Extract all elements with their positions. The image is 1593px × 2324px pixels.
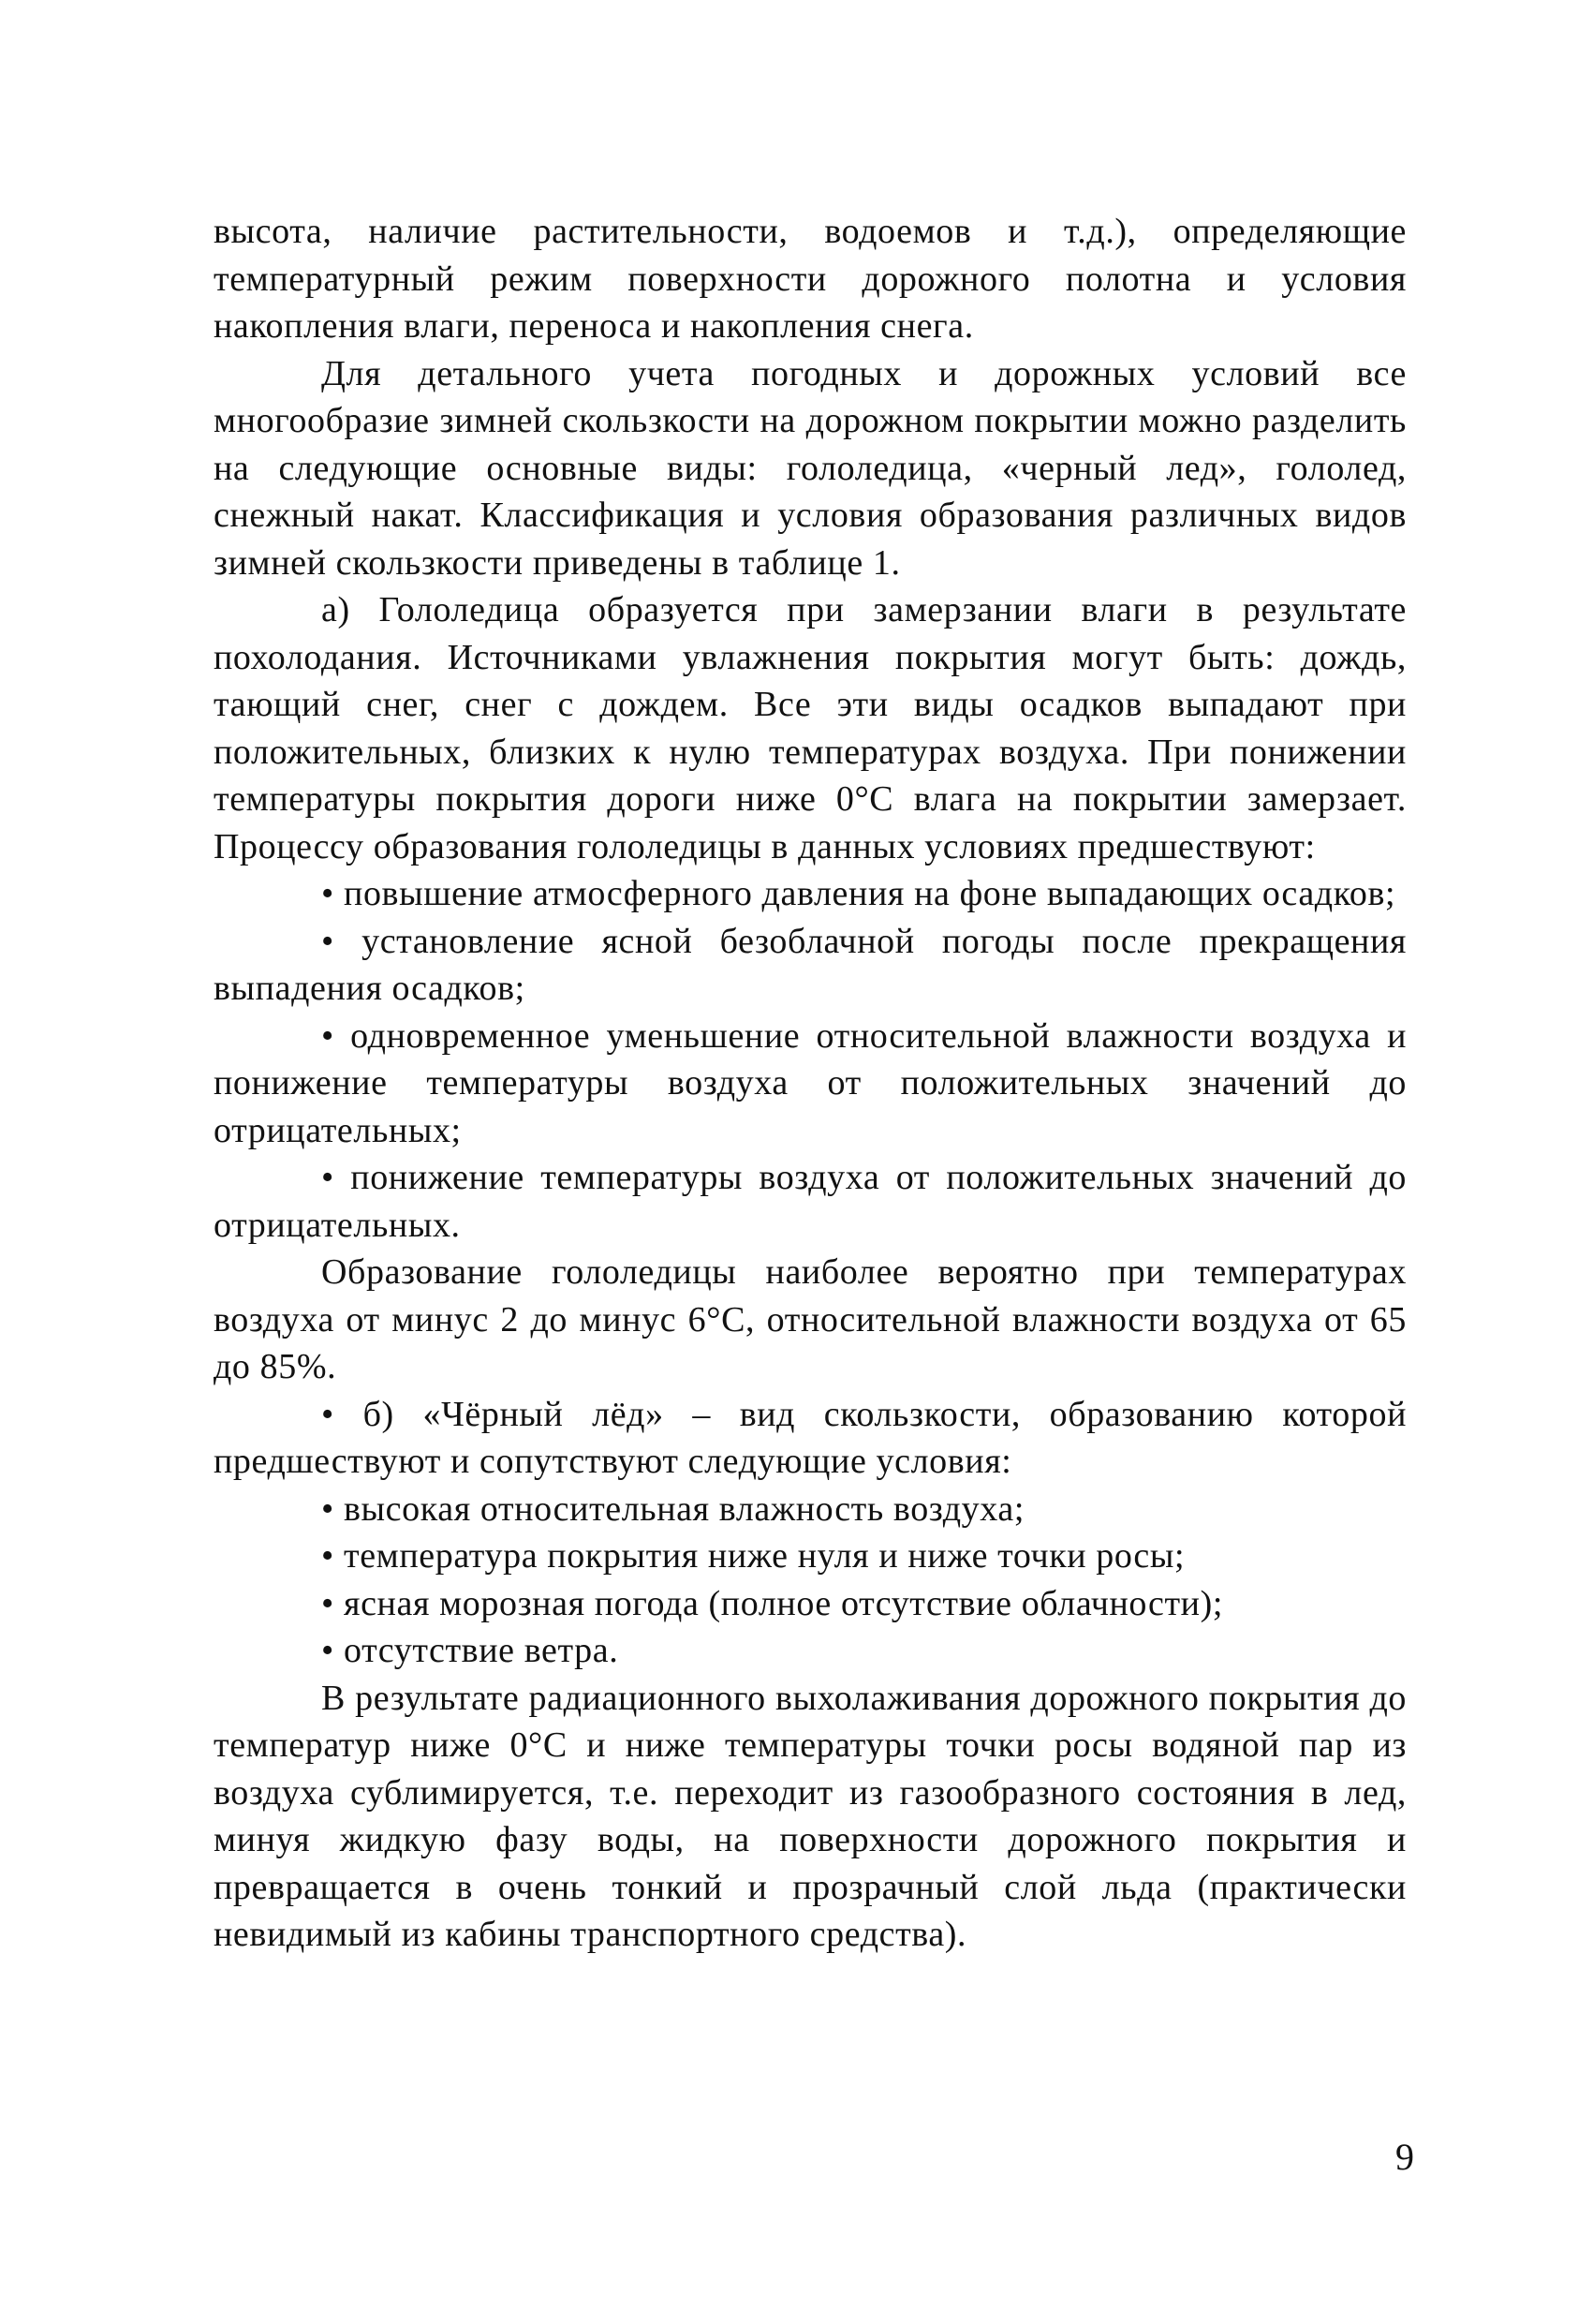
bullet-item: • температура покрытия ниже нуля и ниже точки росы; (321, 1536, 1186, 1576)
bullet-item: • ясная морозная погода (полное отсутствие облачности); (321, 1583, 1223, 1623)
bullet-item: • одновременное уменьшение относительной влажности воздуха и понижение температуры воздуха от положительных значений до отрицательных; (214, 1015, 1407, 1150)
bullet-item: • понижение температуры воздуха от положительных значений до отрицательных. (214, 1158, 1407, 1245)
paragraph: высота, наличие растительности, водоемов и т.д.), определяющие температурный режим поверхности дорожного полотна и условия накопления влаги, переноса и накопления снега. (214, 212, 1407, 346)
paragraph: Образование гололедицы наиболее вероятно при температурах воздуха от минус 2 до минус 6°С, относительной влажности воздуха от 65 до 85%. (214, 1252, 1407, 1386)
paragraph: • б) «Чёрный лёд» – вид скользкости, образованию которой предшествуют и сопутствуют следующие условия: (214, 1394, 1407, 1481)
bullet-item: • повышение атмосферного давления на фоне выпадающих осадков; (321, 874, 1396, 913)
bullet-item: • установление ясной безоблачной погоды после прекращения выпадения осадков; (214, 921, 1407, 1008)
paragraph: а) Гололедица образуется при замерзании влаги в результате похолодания. Источниками увлажнения покрытия могут быть: дождь, тающий снег, снег с дождем. Все эти виды осадков выпадают при положительных, близких к нулю температурах воздуха. При понижении температуры покрытия дороги ниже 0°С влага на покрытии замерзает. Процессу образования гололедицы в данных условиях предшествуют: (214, 590, 1407, 866)
paragraph: В результате радиационного выхолаживания дорожного покрытия до температур ниже 0°С и ниже температуры точки росы водяной пар из воздуха сублимируется, т.е. переходит из газообразного состояния в лед, минуя жидкую фазу воды, на поверхности дорожного покрытия и превращается в очень тонкий и прозрачный слой льда (практически невидимый из кабины транспортного средства). (214, 1678, 1407, 1954)
bullet-item: • отсутствие ветра. (321, 1631, 619, 1670)
page-number: 9 (1395, 2136, 1414, 2178)
body-text (214, 208, 1407, 1959)
bullet-item: • высокая относительная влажность воздуха; (321, 1488, 1025, 1529)
paragraph: Для детального учета погодных и дорожных условий все многообразие зимней скользкости на дорожном покрытии можно разделить на следующие основные виды: гололедица, «черный лед», гололед, снежный накат. Классификация и условия образования различных видов зимней скользкости приведены в таблице 1. (214, 353, 1407, 583)
